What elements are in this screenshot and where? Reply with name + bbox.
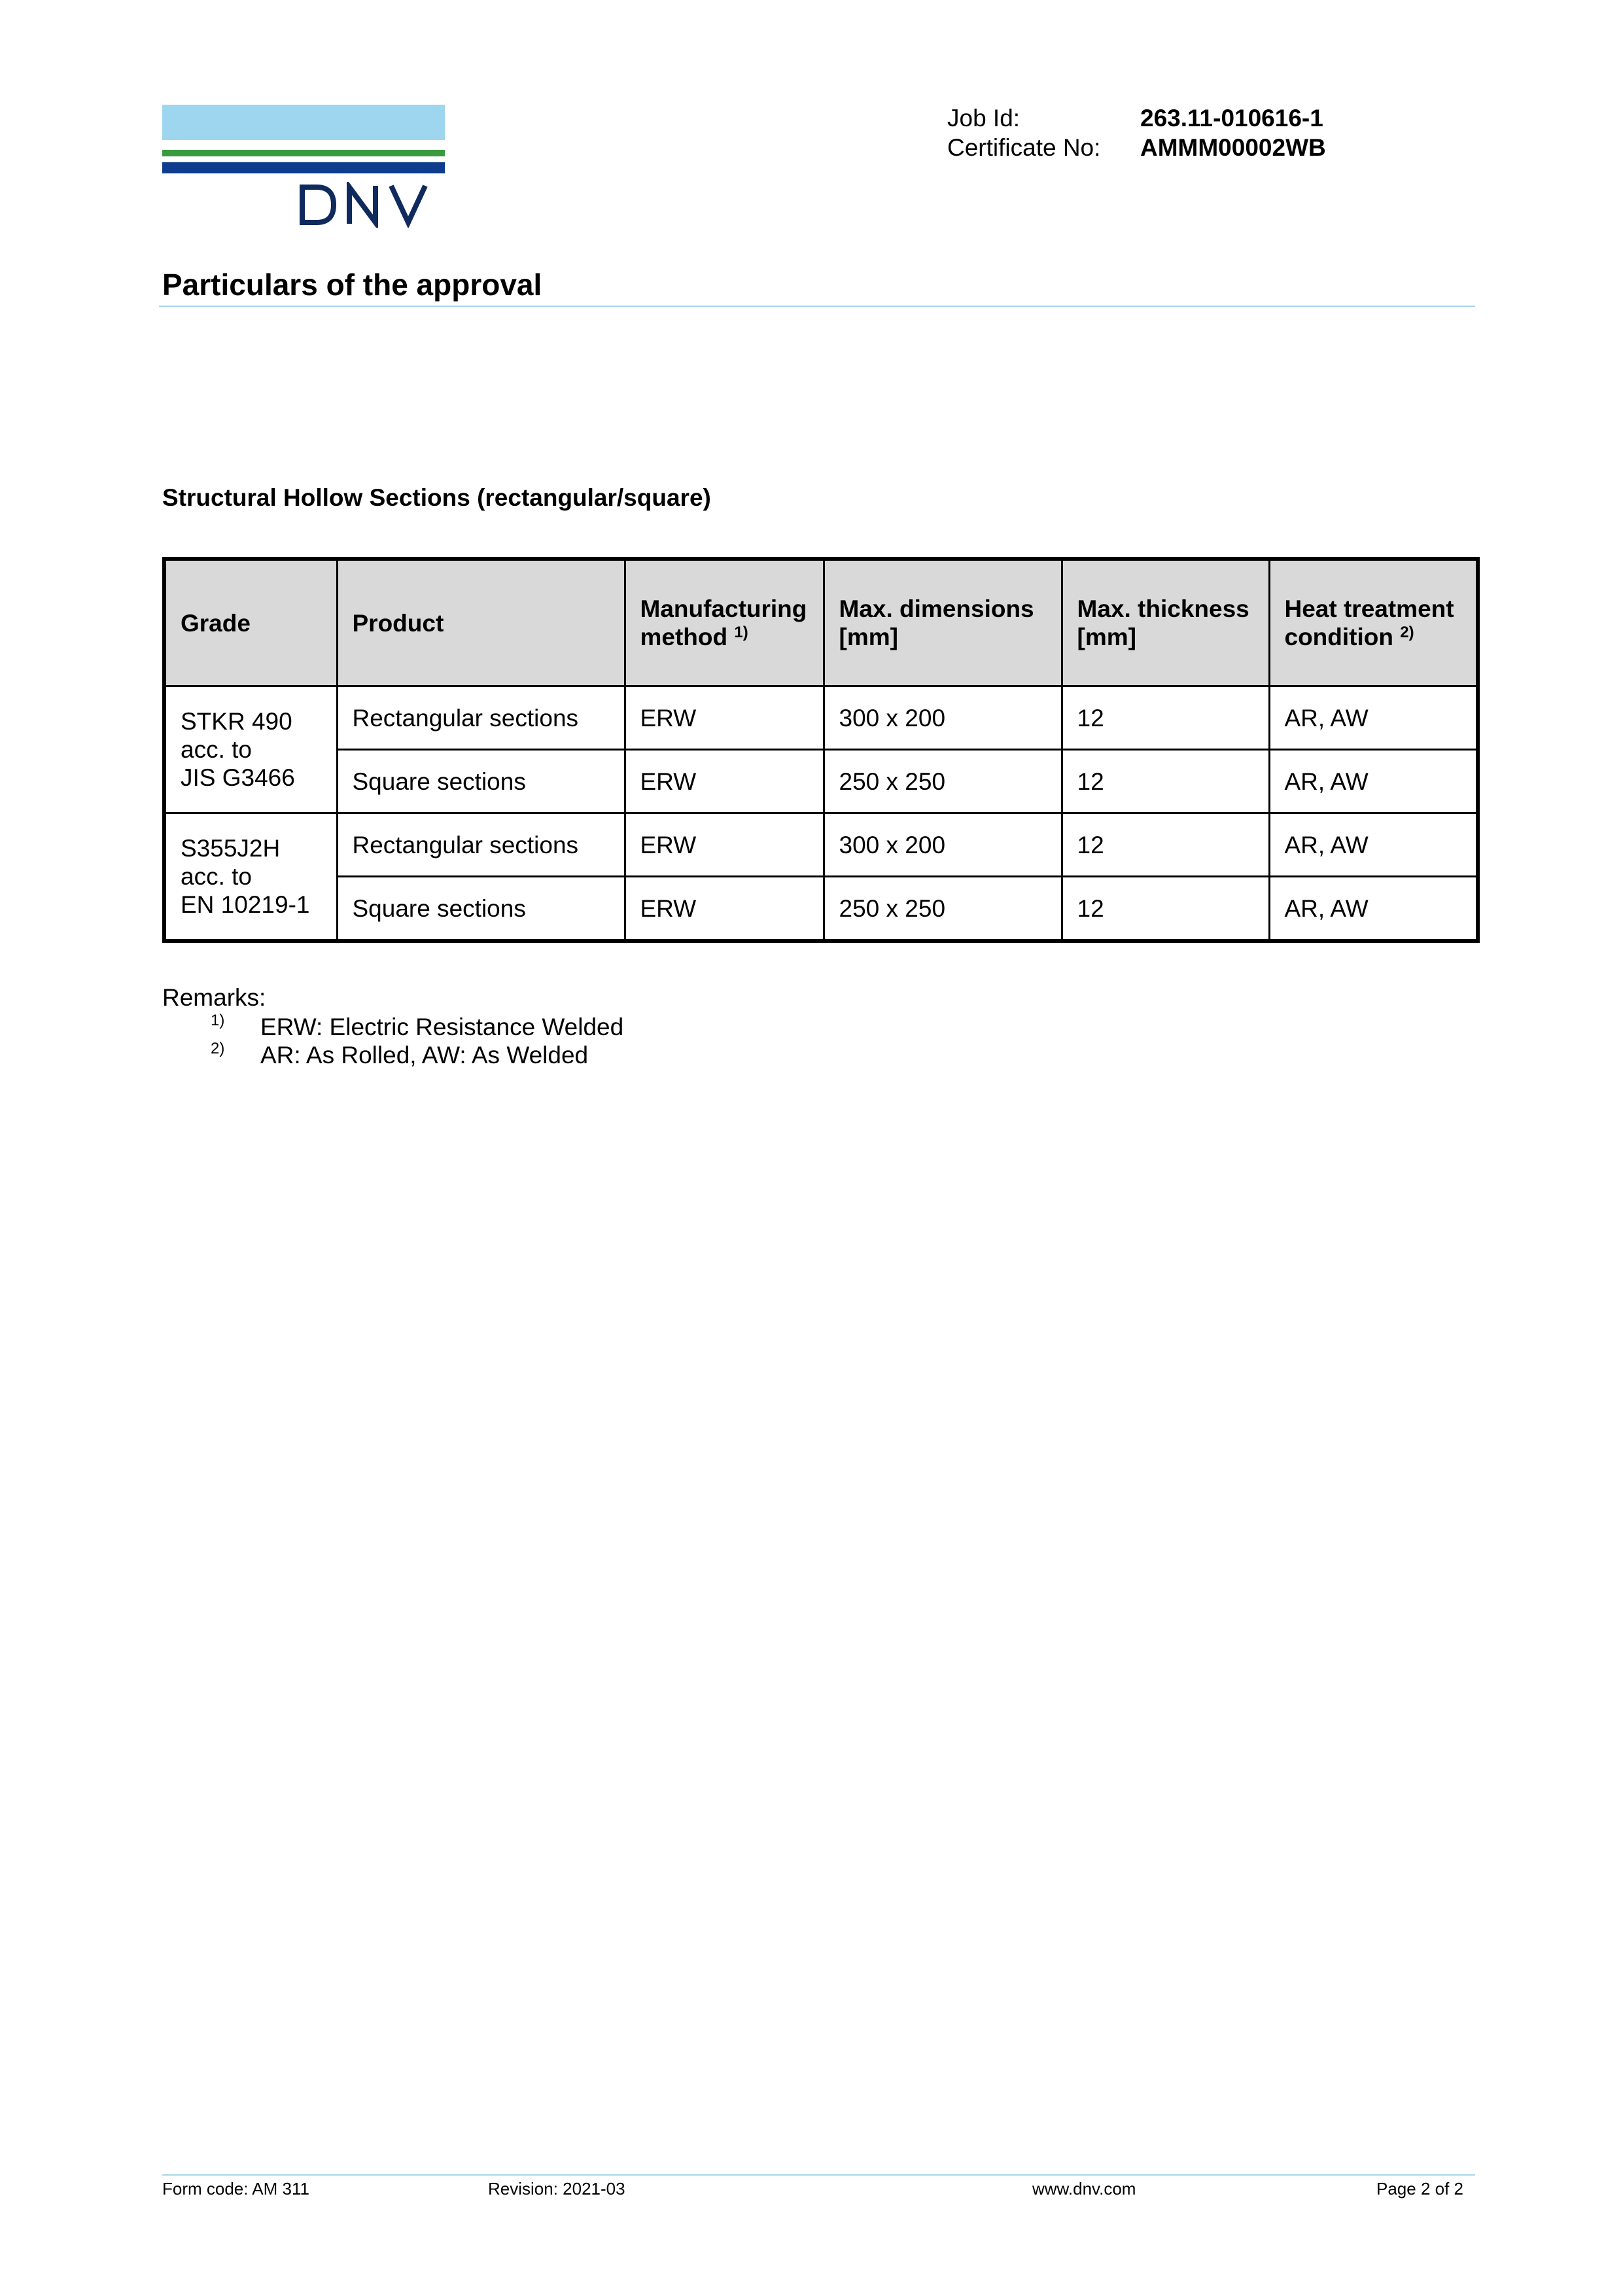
certificate-number-value: AMMM00002WB bbox=[1140, 134, 1326, 161]
logo-light-blue-bar bbox=[162, 105, 445, 140]
certificate-number-label: Certificate No: bbox=[947, 134, 1101, 161]
dnv-logo bbox=[162, 105, 445, 236]
header-max-thickness: Max. thickness [mm] bbox=[1062, 559, 1269, 686]
logo-green-bar bbox=[162, 150, 445, 156]
footer-form-code: Form code: AM 311 bbox=[162, 2179, 309, 2199]
heat-treatment-cell: AR, AW bbox=[1269, 686, 1478, 750]
dimensions-cell: 300 x 200 bbox=[824, 686, 1062, 750]
footer-page-number: Page 2 of 2 bbox=[1376, 2179, 1463, 2199]
grade-cell: STKR 490 acc. to JIS G3466 bbox=[164, 686, 337, 813]
dimensions-cell: 250 x 250 bbox=[824, 750, 1062, 813]
footnote-ref-2: 2) bbox=[1400, 624, 1414, 641]
grade-cell: S355J2H acc. to EN 10219-1 bbox=[164, 813, 337, 942]
job-id-value: 263.11-010616-1 bbox=[1140, 105, 1323, 132]
thickness-cell: 12 bbox=[1062, 686, 1269, 750]
remark-text: AR: As Rolled, AW: As Welded bbox=[260, 1042, 589, 1069]
header-manufacturing-method: Manufacturing method $^{1)}$ bbox=[625, 559, 824, 686]
remark-number: 2) bbox=[211, 1040, 225, 1057]
thickness-cell: 12 bbox=[1062, 750, 1269, 813]
table-row bbox=[164, 750, 1478, 813]
logo-wordmark bbox=[300, 182, 430, 228]
method-cell: ERW bbox=[625, 750, 824, 813]
heat-treatment-cell: AR, AW bbox=[1269, 877, 1478, 942]
method-cell: ERW bbox=[625, 877, 824, 942]
product-cell: Rectangular sections bbox=[337, 813, 625, 877]
heat-treatment-cell: AR, AW bbox=[1269, 750, 1478, 813]
footer-website-link[interactable]: www.dnv.com bbox=[1032, 2179, 1136, 2199]
table-row bbox=[164, 686, 1478, 750]
thickness-cell: 12 bbox=[1062, 877, 1269, 942]
title-divider bbox=[159, 306, 1475, 307]
product-cell: Rectangular sections bbox=[337, 686, 625, 750]
header-max-dimensions: Max. dimensions [mm] bbox=[824, 559, 1062, 686]
footer-divider bbox=[162, 2174, 1475, 2176]
product-cell: Square sections bbox=[337, 877, 625, 942]
remark-text: ERW: Electric Resistance Welded bbox=[260, 1014, 624, 1040]
table-caption: Structural Hollow Sections (rectangular/square) bbox=[162, 484, 711, 511]
remark-number: 1) bbox=[211, 1012, 225, 1029]
table-row bbox=[164, 877, 1478, 942]
dimensions-cell: 250 x 250 bbox=[824, 877, 1062, 942]
thickness-cell: 12 bbox=[1062, 813, 1269, 877]
header-product: Product bbox=[337, 559, 625, 686]
footer-revision: Revision: 2021-03 bbox=[488, 2179, 625, 2199]
method-cell: ERW bbox=[625, 813, 824, 877]
heat-treatment-cell: AR, AW bbox=[1269, 813, 1478, 877]
section-title: Particulars of the approval bbox=[162, 268, 542, 302]
table-row bbox=[164, 813, 1478, 877]
footnote-ref-1: 1) bbox=[734, 624, 748, 641]
dimensions-cell: 300 x 200 bbox=[824, 813, 1062, 877]
approval-table bbox=[162, 557, 1480, 943]
header-heat-treatment: Heat treatment condition $^{2)}$ bbox=[1269, 559, 1478, 686]
table-header-row bbox=[164, 559, 1478, 686]
header-grade: Grade bbox=[164, 559, 337, 686]
product-cell: Square sections bbox=[337, 750, 625, 813]
method-cell: ERW bbox=[625, 686, 824, 750]
logo-dark-blue-bar bbox=[162, 162, 445, 173]
job-id-label: Job Id: bbox=[947, 105, 1021, 132]
remarks-heading: Remarks: bbox=[162, 984, 266, 1011]
